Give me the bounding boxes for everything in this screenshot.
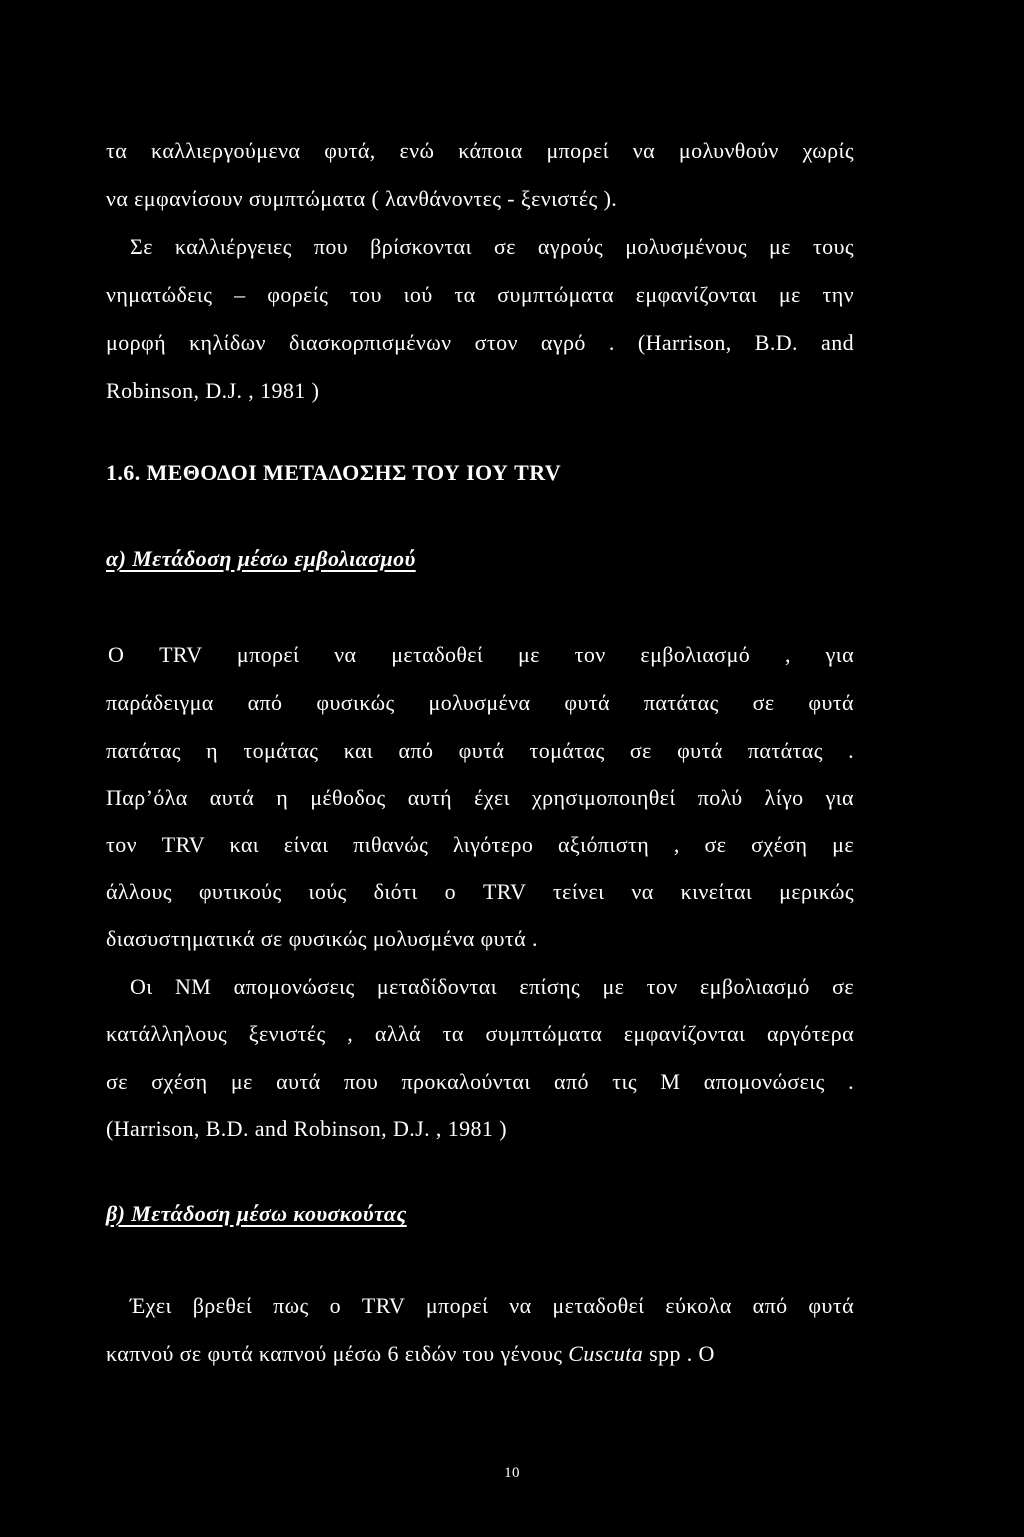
paragraph-line: Ο TRV μπορεί να μεταδοθεί με τον εμβολιασμό , για: [108, 642, 854, 667]
paragraph-line: (Harrison, B.D. and Robinson, D.J. , 1981 ): [106, 1116, 507, 1141]
page-number: 10: [504, 1465, 520, 1481]
paragraph-line: κατάλληλους ξενιστές , αλλά τα συμπτώματα εμφανίζονται αργότερα: [106, 1021, 854, 1046]
paragraph-line: τα καλλιεργούμενα φυτά, ενώ κάποια μπορεί να μολυνθούν χωρίς: [106, 138, 854, 163]
paragraph-line: μορφή κηλίδων διασκορπισμένων στον αγρό . (Harrison, B.D. and: [106, 330, 854, 355]
subheading-b: β) Μετάδοση μέσω κουσκούτας: [106, 1201, 407, 1226]
subheading-a: α) Μετάδοση μέσω εμβολιασμού: [106, 546, 416, 571]
paragraph-line: Οι NM απομονώσεις μεταδίδονται επίσης με τον εμβολιασμό σε: [130, 974, 854, 999]
paragraph-line: νηματώδεις – φορείς του ιού τα συμπτώματα εμφανίζονται με την: [106, 282, 854, 307]
paragraph-line: διασυστηματικά σε φυσικώς μολυσμένα φυτά .: [106, 926, 538, 951]
paragraph-line: Παρ’όλα αυτά η μέθοδος αυτή έχει χρησιμοποιηθεί πολύ λίγο για: [106, 785, 854, 810]
paragraph-line: Σε καλλιέργειες που βρίσκονται σε αγρούς μολυσμένους με τους: [130, 234, 854, 259]
species-name: Cuscuta: [568, 1341, 644, 1366]
text-run: καπνού σε φυτά καπνού μέσω 6 ειδών του γένους: [106, 1341, 569, 1366]
paragraph-line: τον TRV και είναι πιθανώς λιγότερο αξιόπιστη , σε σχέση με: [106, 832, 854, 857]
paragraph-line: [106, 1343, 715, 1365]
paragraph-line: παράδειγμα από φυσικώς μολυσμένα φυτά πατάτας σε φυτά: [106, 690, 854, 715]
paragraph-line: Robinson, D.J. , 1981 ): [106, 378, 320, 403]
paragraph-line: πατάτας η τομάτας και από φυτά τομάτας σε φυτά πατάτας .: [106, 738, 854, 763]
paragraph-line: να εμφανίσουν συμπτώματα ( λανθάνοντες - ξενιστές ).: [106, 186, 618, 211]
paragraph-line: σε σχέση με αυτά που προκαλούνται από τις Μ απομονώσεις .: [106, 1069, 854, 1094]
paragraph-line: Έχει βρεθεί πως ο TRV μπορεί να μεταδοθεί εύκολα από φυτά: [130, 1293, 854, 1318]
section-heading: 1.6. ΜΕΘΟΔΟΙ ΜΕΤΑΔΟΣΗΣ ΤΟΥ ΙΟΥ TRV: [106, 460, 562, 485]
paragraph-line: άλλους φυτικούς ιούς διότι ο TRV τείνει να κινείται μερικώς: [106, 879, 854, 904]
text-run: spp . Ο: [643, 1341, 715, 1366]
